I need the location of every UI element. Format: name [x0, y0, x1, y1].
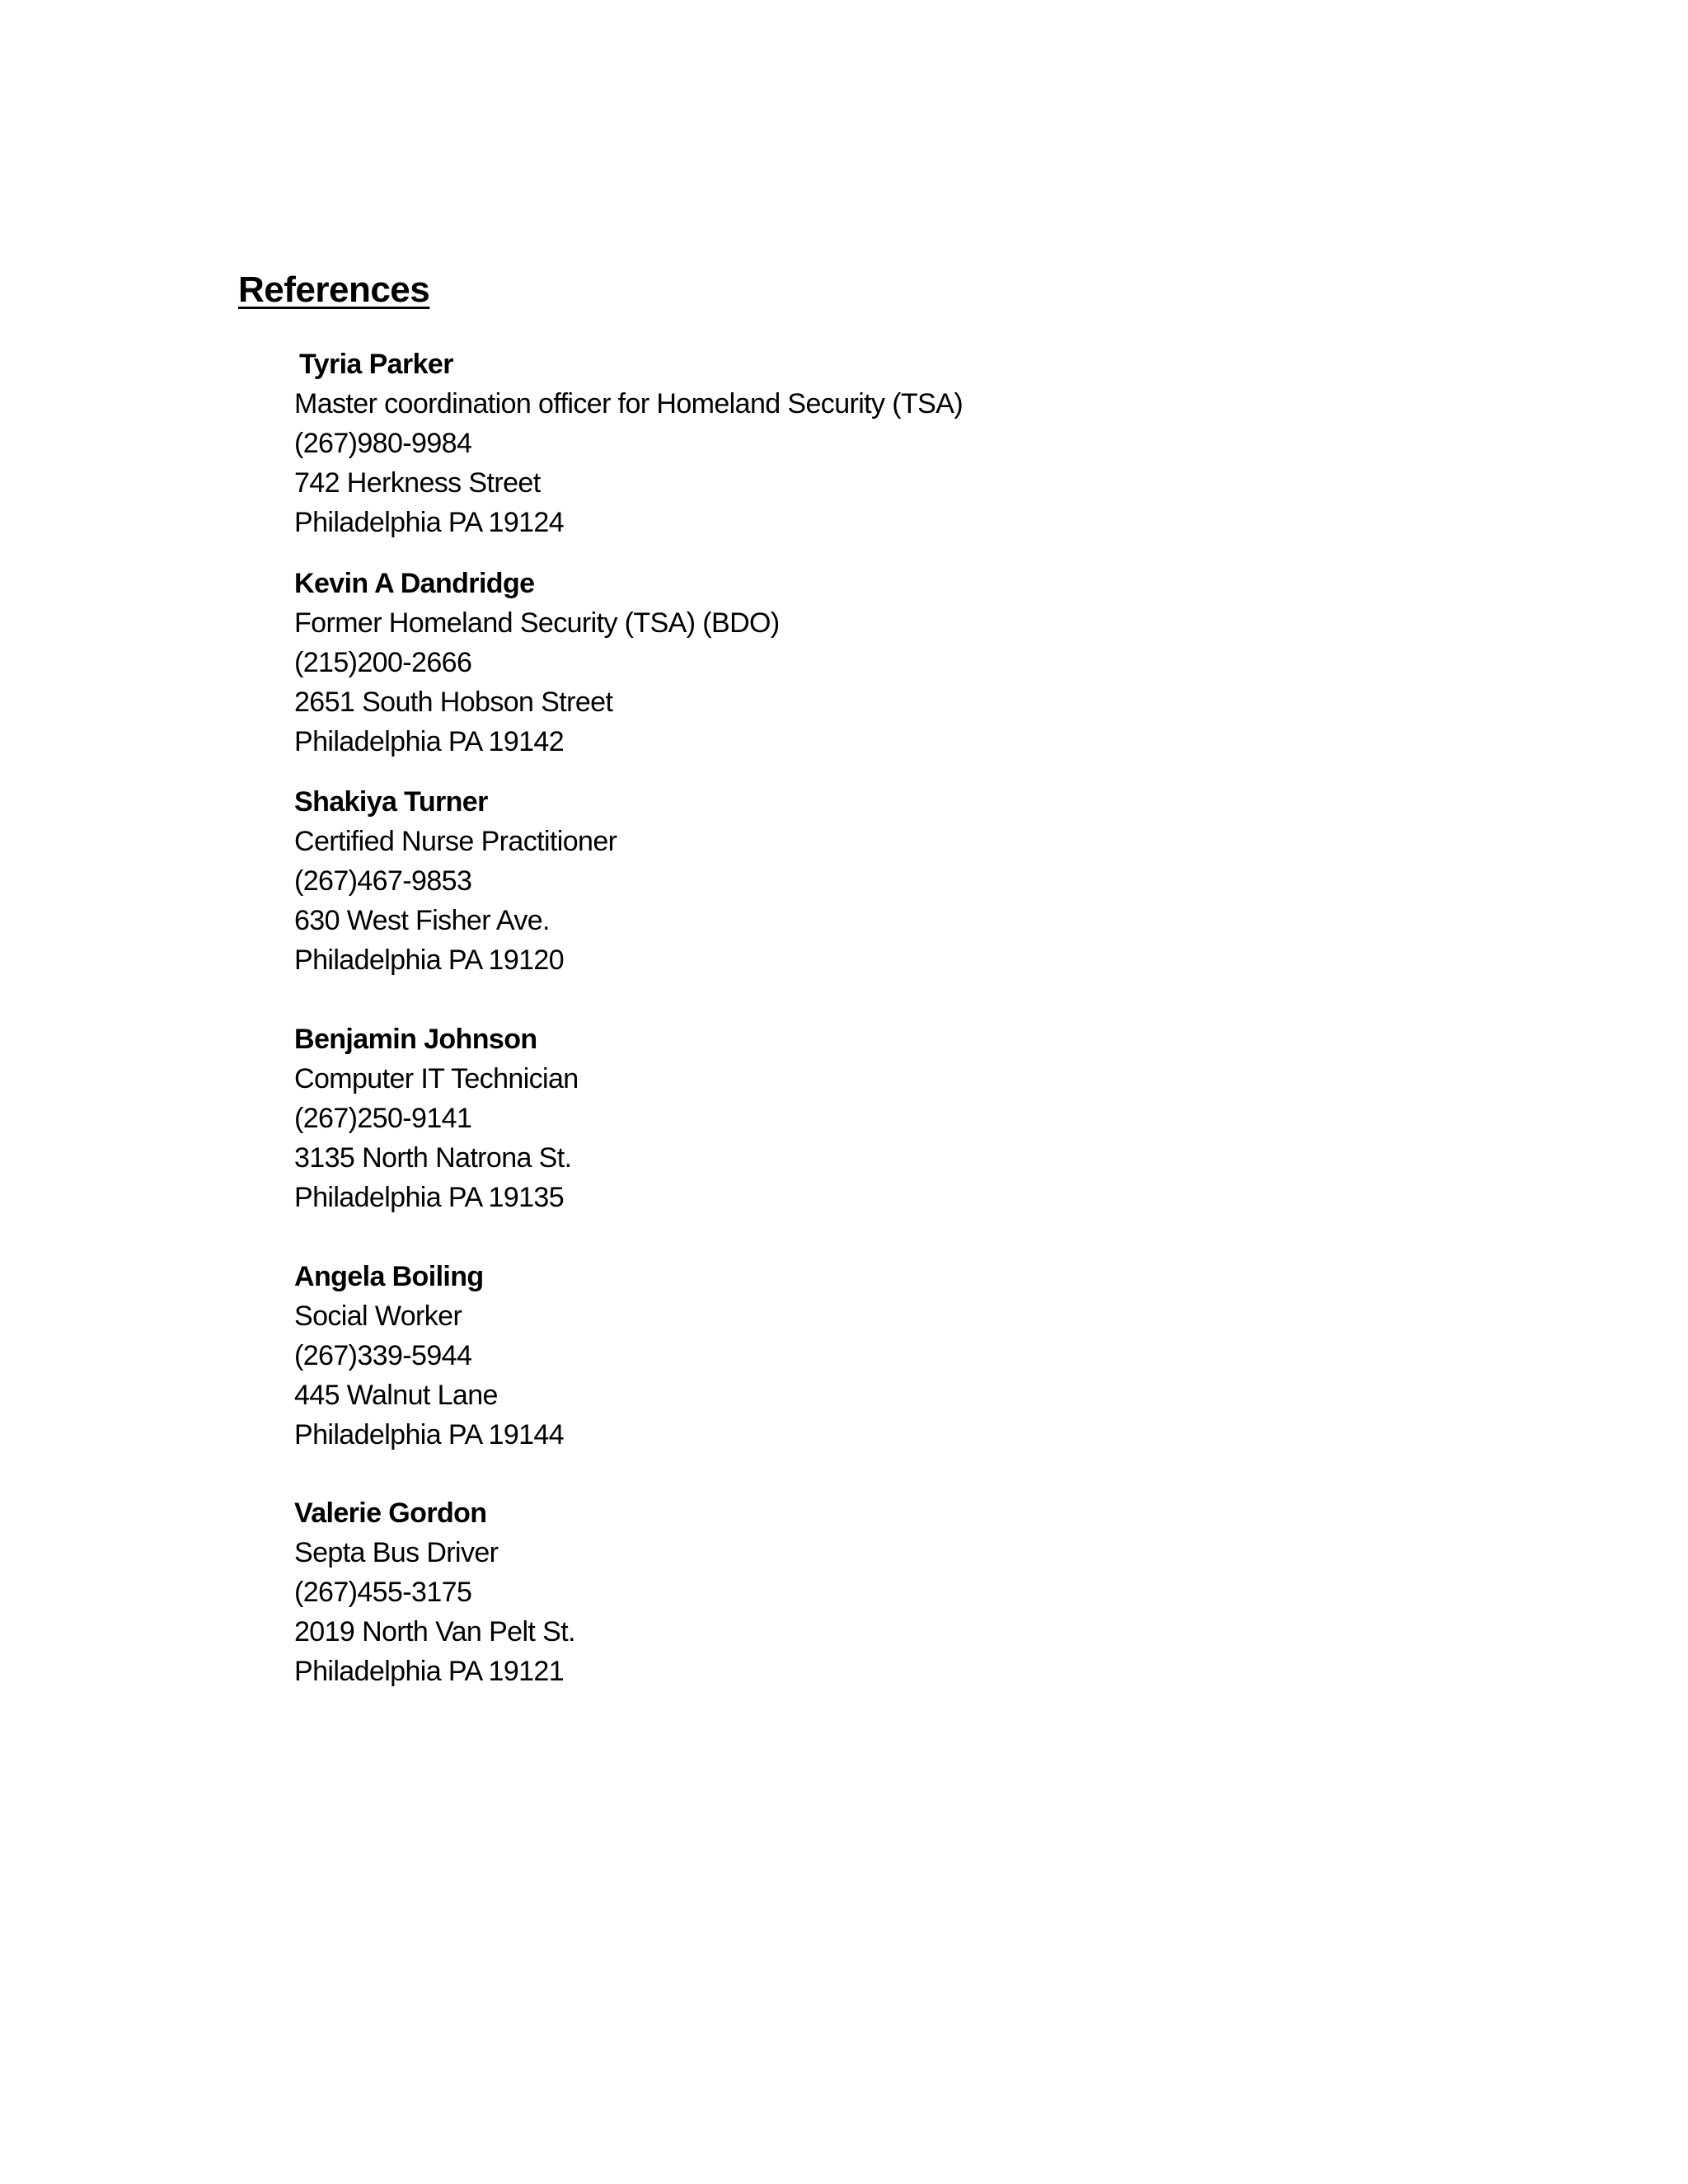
reference-name: Benjamin Johnson: [294, 1024, 537, 1055]
reference-street: 3135 North Natrona St.: [294, 1142, 572, 1174]
reference-city: Philadelphia PA 19135: [294, 1182, 565, 1213]
reference-street: 2651 South Hobson Street: [294, 687, 613, 718]
reference-name: Angela Boiling: [294, 1261, 484, 1292]
reference-title: Septa Bus Driver: [294, 1537, 499, 1568]
reference-phone: (267)339-5944: [294, 1340, 472, 1371]
reference-entry: [294, 344, 963, 542]
reference-entry: [294, 1019, 579, 1217]
reference-entry: [294, 1257, 564, 1455]
reference-title: Master coordination officer for Homeland Security (TSA): [294, 388, 964, 419]
reference-street: 2019 North Van Pelt St.: [294, 1616, 575, 1647]
reference-name: Shakiya Turner: [294, 786, 488, 818]
reference-street: 445 Walnut Lane: [294, 1380, 498, 1411]
reference-title: Former Homeland Security (TSA) (BDO): [294, 607, 780, 639]
reference-entry: [294, 782, 617, 980]
reference-street: 630 West Fisher Ave.: [294, 905, 550, 936]
reference-name: Valerie Gordon: [294, 1497, 487, 1529]
reference-street: 742 Herkness Street: [294, 467, 541, 499]
reference-city: Philadelphia PA 19124: [294, 507, 565, 538]
reference-name: Tyria Parker: [299, 349, 453, 380]
reference-city: Philadelphia PA 19142: [294, 726, 565, 757]
references-heading: References: [238, 269, 430, 310]
reference-entry: [294, 1493, 575, 1691]
reference-entry: [294, 564, 780, 762]
reference-phone: (267)467-9853: [294, 865, 472, 897]
reference-phone: (267)455-3175: [294, 1577, 472, 1608]
reference-title: Certified Nurse Practitioner: [294, 826, 617, 857]
reference-phone: (267)980-9984: [294, 428, 472, 459]
reference-city: Philadelphia PA 19120: [294, 944, 565, 976]
reference-title: Social Worker: [294, 1301, 462, 1332]
reference-city: Philadelphia PA 19144: [294, 1419, 565, 1451]
reference-city: Philadelphia PA 19121: [294, 1656, 565, 1687]
reference-phone: (267)250-9141: [294, 1103, 472, 1134]
reference-name: Kevin A Dandridge: [294, 568, 535, 599]
reference-title: Computer IT Technician: [294, 1063, 579, 1094]
reference-phone: (215)200-2666: [294, 647, 472, 678]
